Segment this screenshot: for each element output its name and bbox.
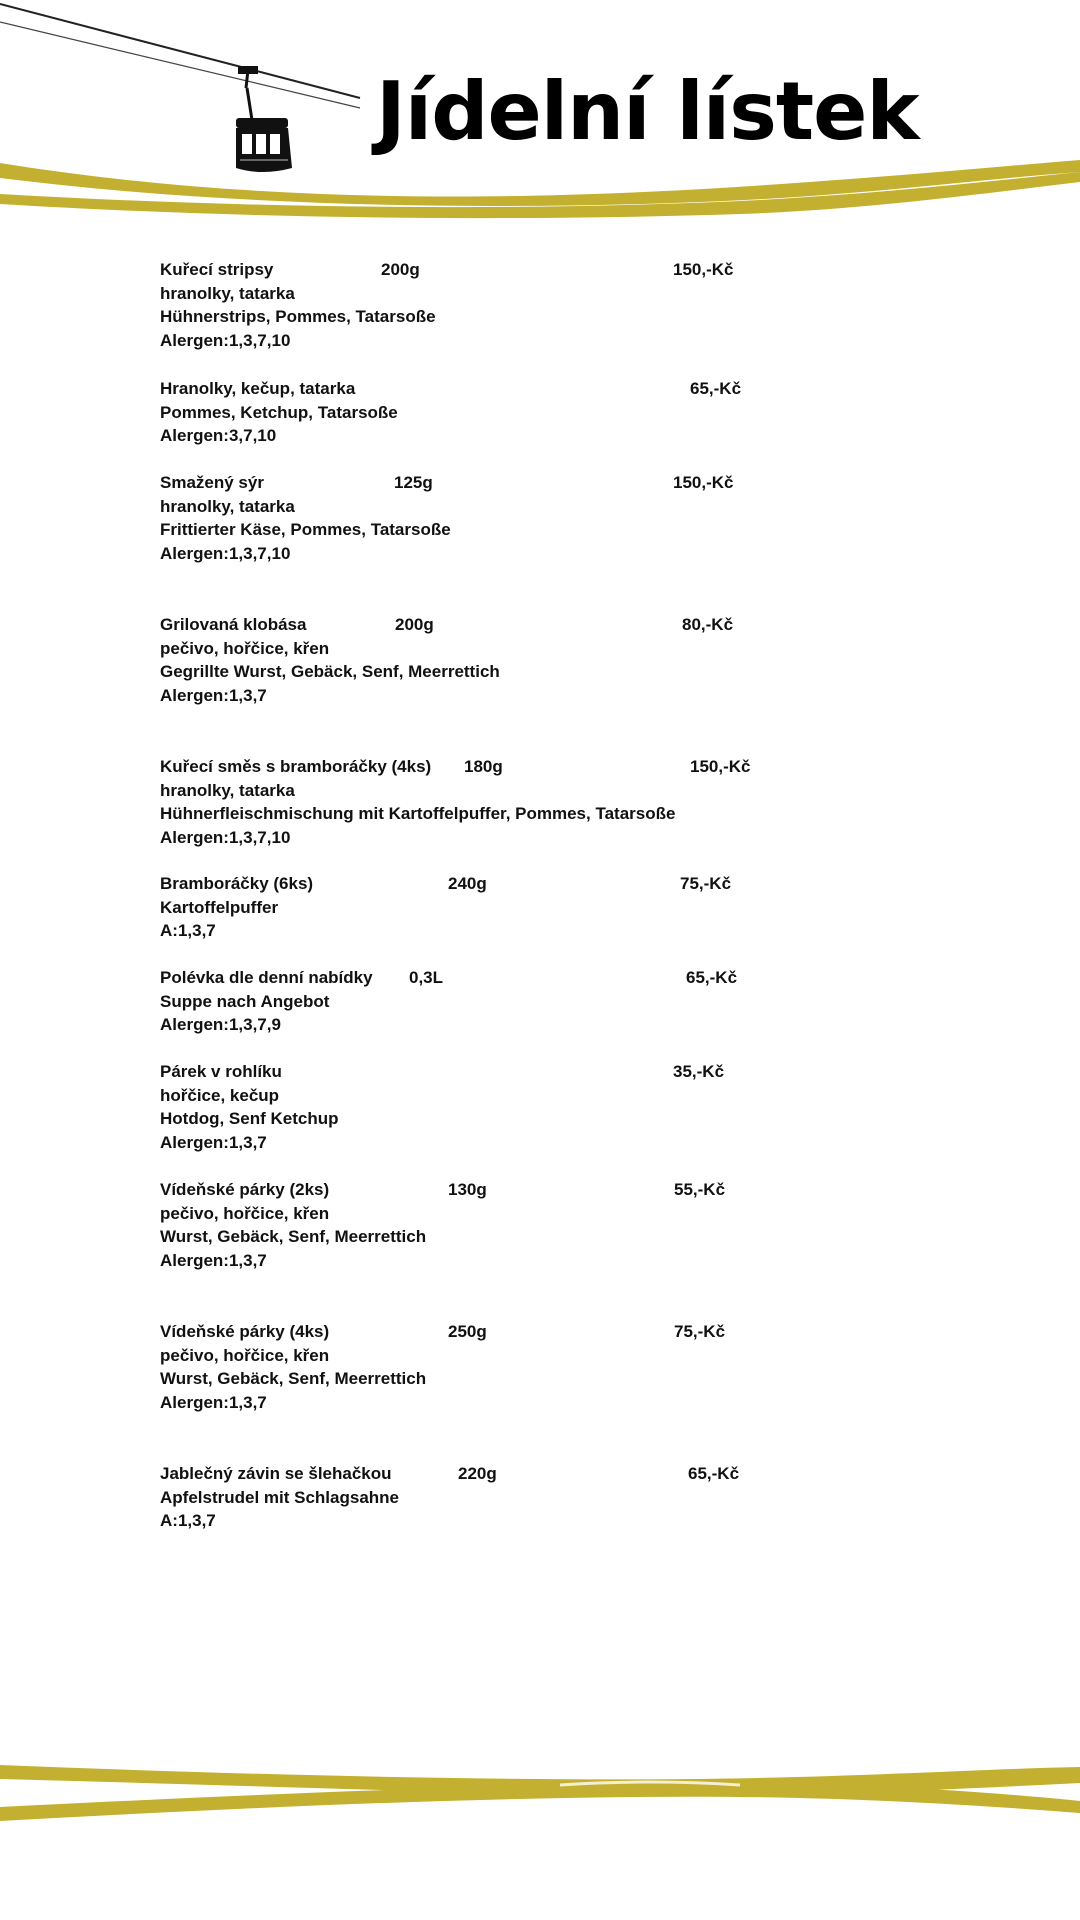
menu-item [160, 1462, 800, 1533]
footer-decoration [0, 1745, 1080, 1835]
dish-price: 65,-Kč [686, 968, 738, 987]
menu-item-header [160, 1320, 800, 1344]
dish-sides: hranolky, tatarka [160, 283, 295, 303]
dish-weight: 220g [458, 1464, 497, 1483]
menu-item-header [160, 1178, 800, 1202]
dish-name: Smažený sýr [160, 473, 264, 492]
menu-item [160, 966, 800, 1037]
dish-allergens: A:1,3,7 [160, 921, 216, 940]
cable-line-lower [0, 22, 360, 108]
menu-item-header [160, 1462, 800, 1486]
dish-sides: pečivo, hořčice, křen [160, 1203, 330, 1223]
menu-item [160, 755, 800, 849]
menu-item [160, 377, 800, 448]
dish-allergens: Alergen:1,3,7,10 [160, 827, 291, 847]
menu-item-header [160, 755, 800, 779]
dish-sides: hořčice, kečup [160, 1085, 280, 1105]
dish-allergens: Alergen:1,3,7 [160, 685, 267, 705]
dish-name: Párek v rohlíku [160, 1062, 282, 1081]
dish-german-description: Kartoffelpuffer [160, 897, 279, 917]
dish-name: Vídeňské párky (2ks) [160, 1180, 330, 1199]
page-title: Jídelní lístek [376, 65, 919, 158]
menu-item [160, 872, 800, 943]
dish-name: Hranolky, kečup, tatarka [160, 379, 356, 398]
dish-price: 65,-Kč [688, 1464, 740, 1483]
menu-item [160, 258, 800, 352]
dish-weight: 130g [448, 1180, 487, 1199]
dish-price: 150,-Kč [673, 473, 734, 492]
menu-item [160, 471, 800, 565]
dish-name: Polévka dle denní nabídky [160, 968, 373, 987]
menu-item [160, 1178, 800, 1272]
dish-price: 75,-Kč [674, 1322, 726, 1341]
dish-price: 150,-Kč [673, 260, 734, 279]
dish-price: 55,-Kč [674, 1180, 726, 1199]
dish-weight: 125g [394, 473, 433, 492]
dish-allergens: Alergen:1,3,7 [160, 1392, 267, 1412]
dish-german-description: Hühnerfleischmischung mit Kartoffelpuffer, Pommes, Tatarsoße [160, 804, 676, 823]
menu-item-header [160, 1060, 800, 1084]
dish-german-description: Wurst, Gebäck, Senf, Meerrettich [160, 1227, 427, 1246]
dish-allergens: A:1,3,7 [160, 1511, 216, 1530]
dish-allergens: Alergen:1,3,7,9 [160, 1015, 281, 1034]
dish-price: 35,-Kč [673, 1062, 725, 1081]
dish-weight: 240g [448, 874, 487, 893]
dish-name: Vídeňské párky (4ks) [160, 1322, 330, 1341]
dish-name: Grilovaná klobása [160, 615, 307, 634]
dish-german-description: Suppe nach Angebot [160, 991, 330, 1011]
dish-name: Bramboráčky (6ks) [160, 874, 314, 893]
dish-sides: hranolky, tatarka [160, 780, 295, 800]
menu-item-header [160, 258, 800, 282]
dish-price: 75,-Kč [680, 874, 732, 893]
dish-sides: hranolky, tatarka [160, 496, 295, 516]
dish-german-description: Pommes, Ketchup, Tatarsoße [160, 402, 398, 422]
menu-item-header [160, 872, 800, 896]
dish-weight: 200g [395, 615, 434, 634]
dish-name: Jablečný závin se šlehačkou [160, 1464, 392, 1483]
cable-car-icon [236, 66, 292, 172]
dish-allergens: Alergen:3,7,10 [160, 426, 277, 445]
dish-allergens: Alergen:1,3,7,10 [160, 543, 291, 563]
menu-item [160, 1320, 800, 1414]
dish-sides: pečivo, hořčice, křen [160, 1345, 330, 1365]
dish-price: 150,-Kč [690, 757, 751, 776]
dish-weight: 0,3L [409, 968, 444, 987]
dish-sides: pečivo, hořčice, křen [160, 638, 330, 658]
dish-weight: 200g [381, 260, 420, 279]
dish-german-description: Hühnerstrips, Pommes, Tatarsoße [160, 307, 436, 326]
gold-ribbon-top [0, 160, 1080, 218]
dish-allergens: Alergen:1,3,7,10 [160, 330, 291, 350]
dish-german-description: Frittierter Käse, Pommes, Tatarsoße [160, 520, 451, 539]
menu-item [160, 613, 800, 707]
cable-line-upper [0, 4, 360, 98]
menu-item-header [160, 613, 800, 637]
dish-german-description: Wurst, Gebäck, Senf, Meerrettich [160, 1369, 427, 1388]
dish-german-description: Apfelstrudel mit Schlagsahne [160, 1487, 399, 1507]
dish-german-description: Gegrillte Wurst, Gebäck, Senf, Meerrettich [160, 662, 500, 681]
dish-german-description: Hotdog, Senf Ketchup [160, 1109, 339, 1128]
dish-price: 65,-Kč [690, 379, 742, 398]
menu-item-header [160, 377, 800, 401]
dish-price: 80,-Kč [682, 615, 734, 634]
dish-weight: 180g [464, 757, 503, 776]
dish-name: Kuřecí směs s bramboráčky (4ks) [160, 757, 432, 776]
menu-item-header [160, 471, 800, 495]
dish-name: Kuřecí stripsy [160, 260, 274, 279]
menu-item [160, 1060, 800, 1154]
dish-allergens: Alergen:1,3,7 [160, 1132, 267, 1152]
menu-item-header [160, 966, 800, 990]
dish-weight: 250g [448, 1322, 487, 1341]
dish-allergens: Alergen:1,3,7 [160, 1250, 267, 1270]
